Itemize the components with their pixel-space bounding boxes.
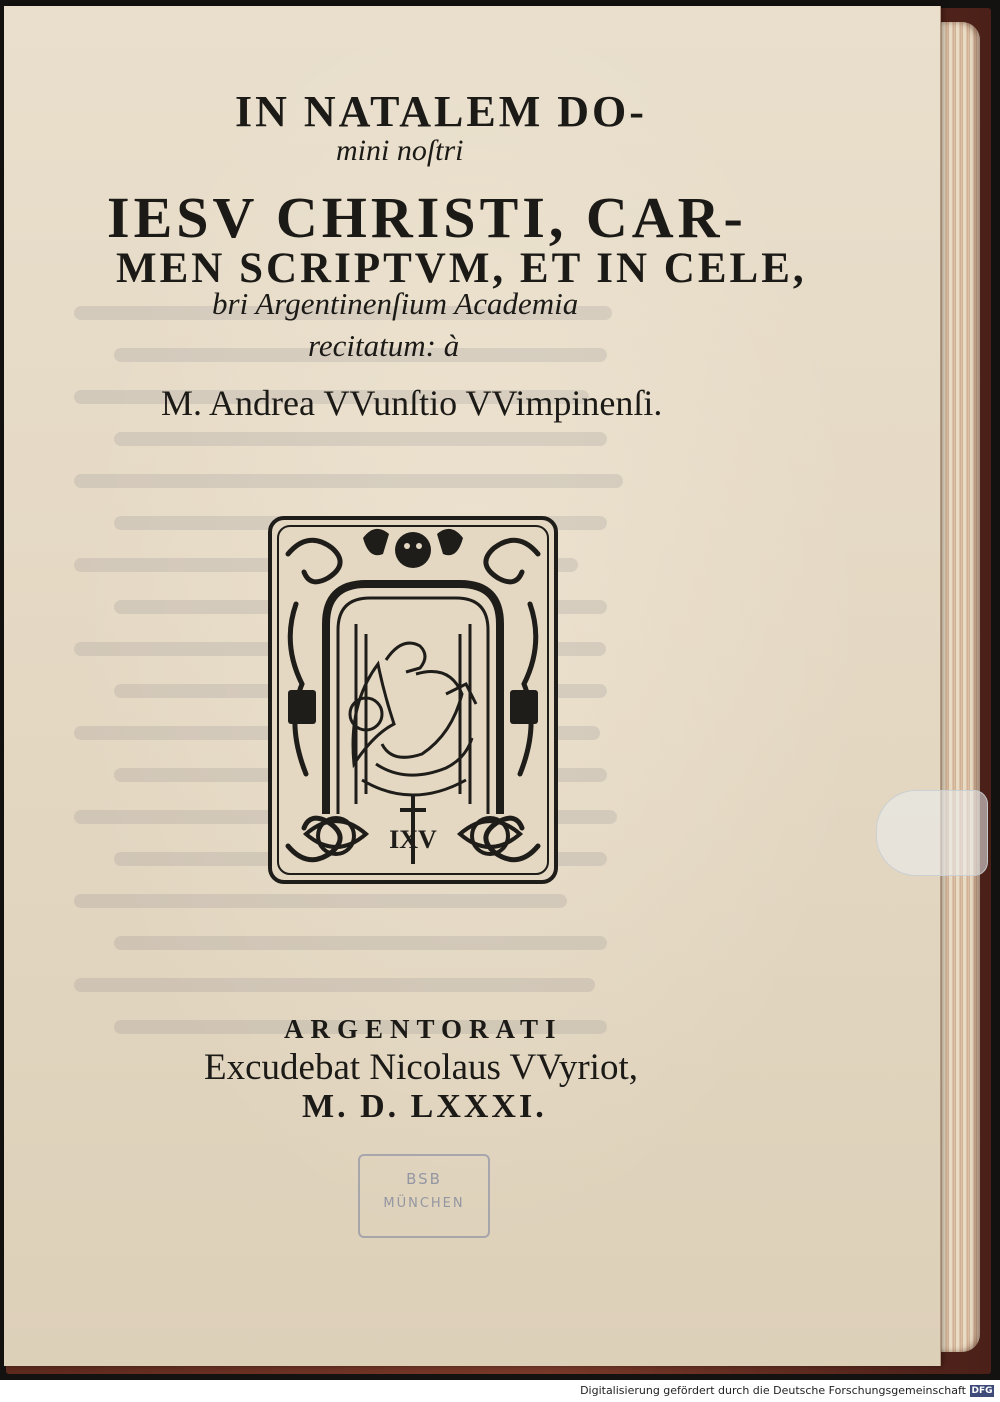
footer-bar (0, 1380, 1000, 1402)
title-line-1: IN NATALEM DO- (235, 87, 647, 136)
title-line-5: bri Argentinenſium Academia (212, 286, 579, 321)
title-line-4: MEN SCRIPTVM, ET IN CELE, (116, 245, 807, 292)
stamp-line-1: BSB (406, 1170, 442, 1188)
imprint-year: M. D. LXXXI. (302, 1088, 547, 1125)
title-line-2: mini noſtri (336, 134, 464, 167)
printer-device-woodcut (266, 514, 560, 886)
funding-credit: Digitalisierung gefördert durch die Deutsche Forschungsgemeinschaft (580, 1384, 966, 1397)
imprint-printer: Excudebat Nicolaus VVyriot, (204, 1047, 638, 1088)
author-line: M. Andrea VVunſtio VVimpinenſi. (161, 383, 663, 423)
library-stamp (358, 1154, 490, 1238)
title-line-6: recitatum: à (308, 328, 460, 363)
dfg-logo: DFG (971, 1386, 993, 1396)
woodcut-monogram: IXV (389, 825, 437, 854)
page-tab (876, 790, 988, 876)
title-page (4, 6, 941, 1366)
imprint-place: ARGENTORATI (284, 1014, 563, 1044)
title-line-3: IESV CHRISTI, CAR- (107, 185, 747, 250)
stamp-line-2: MÜNCHEN (383, 1196, 465, 1211)
